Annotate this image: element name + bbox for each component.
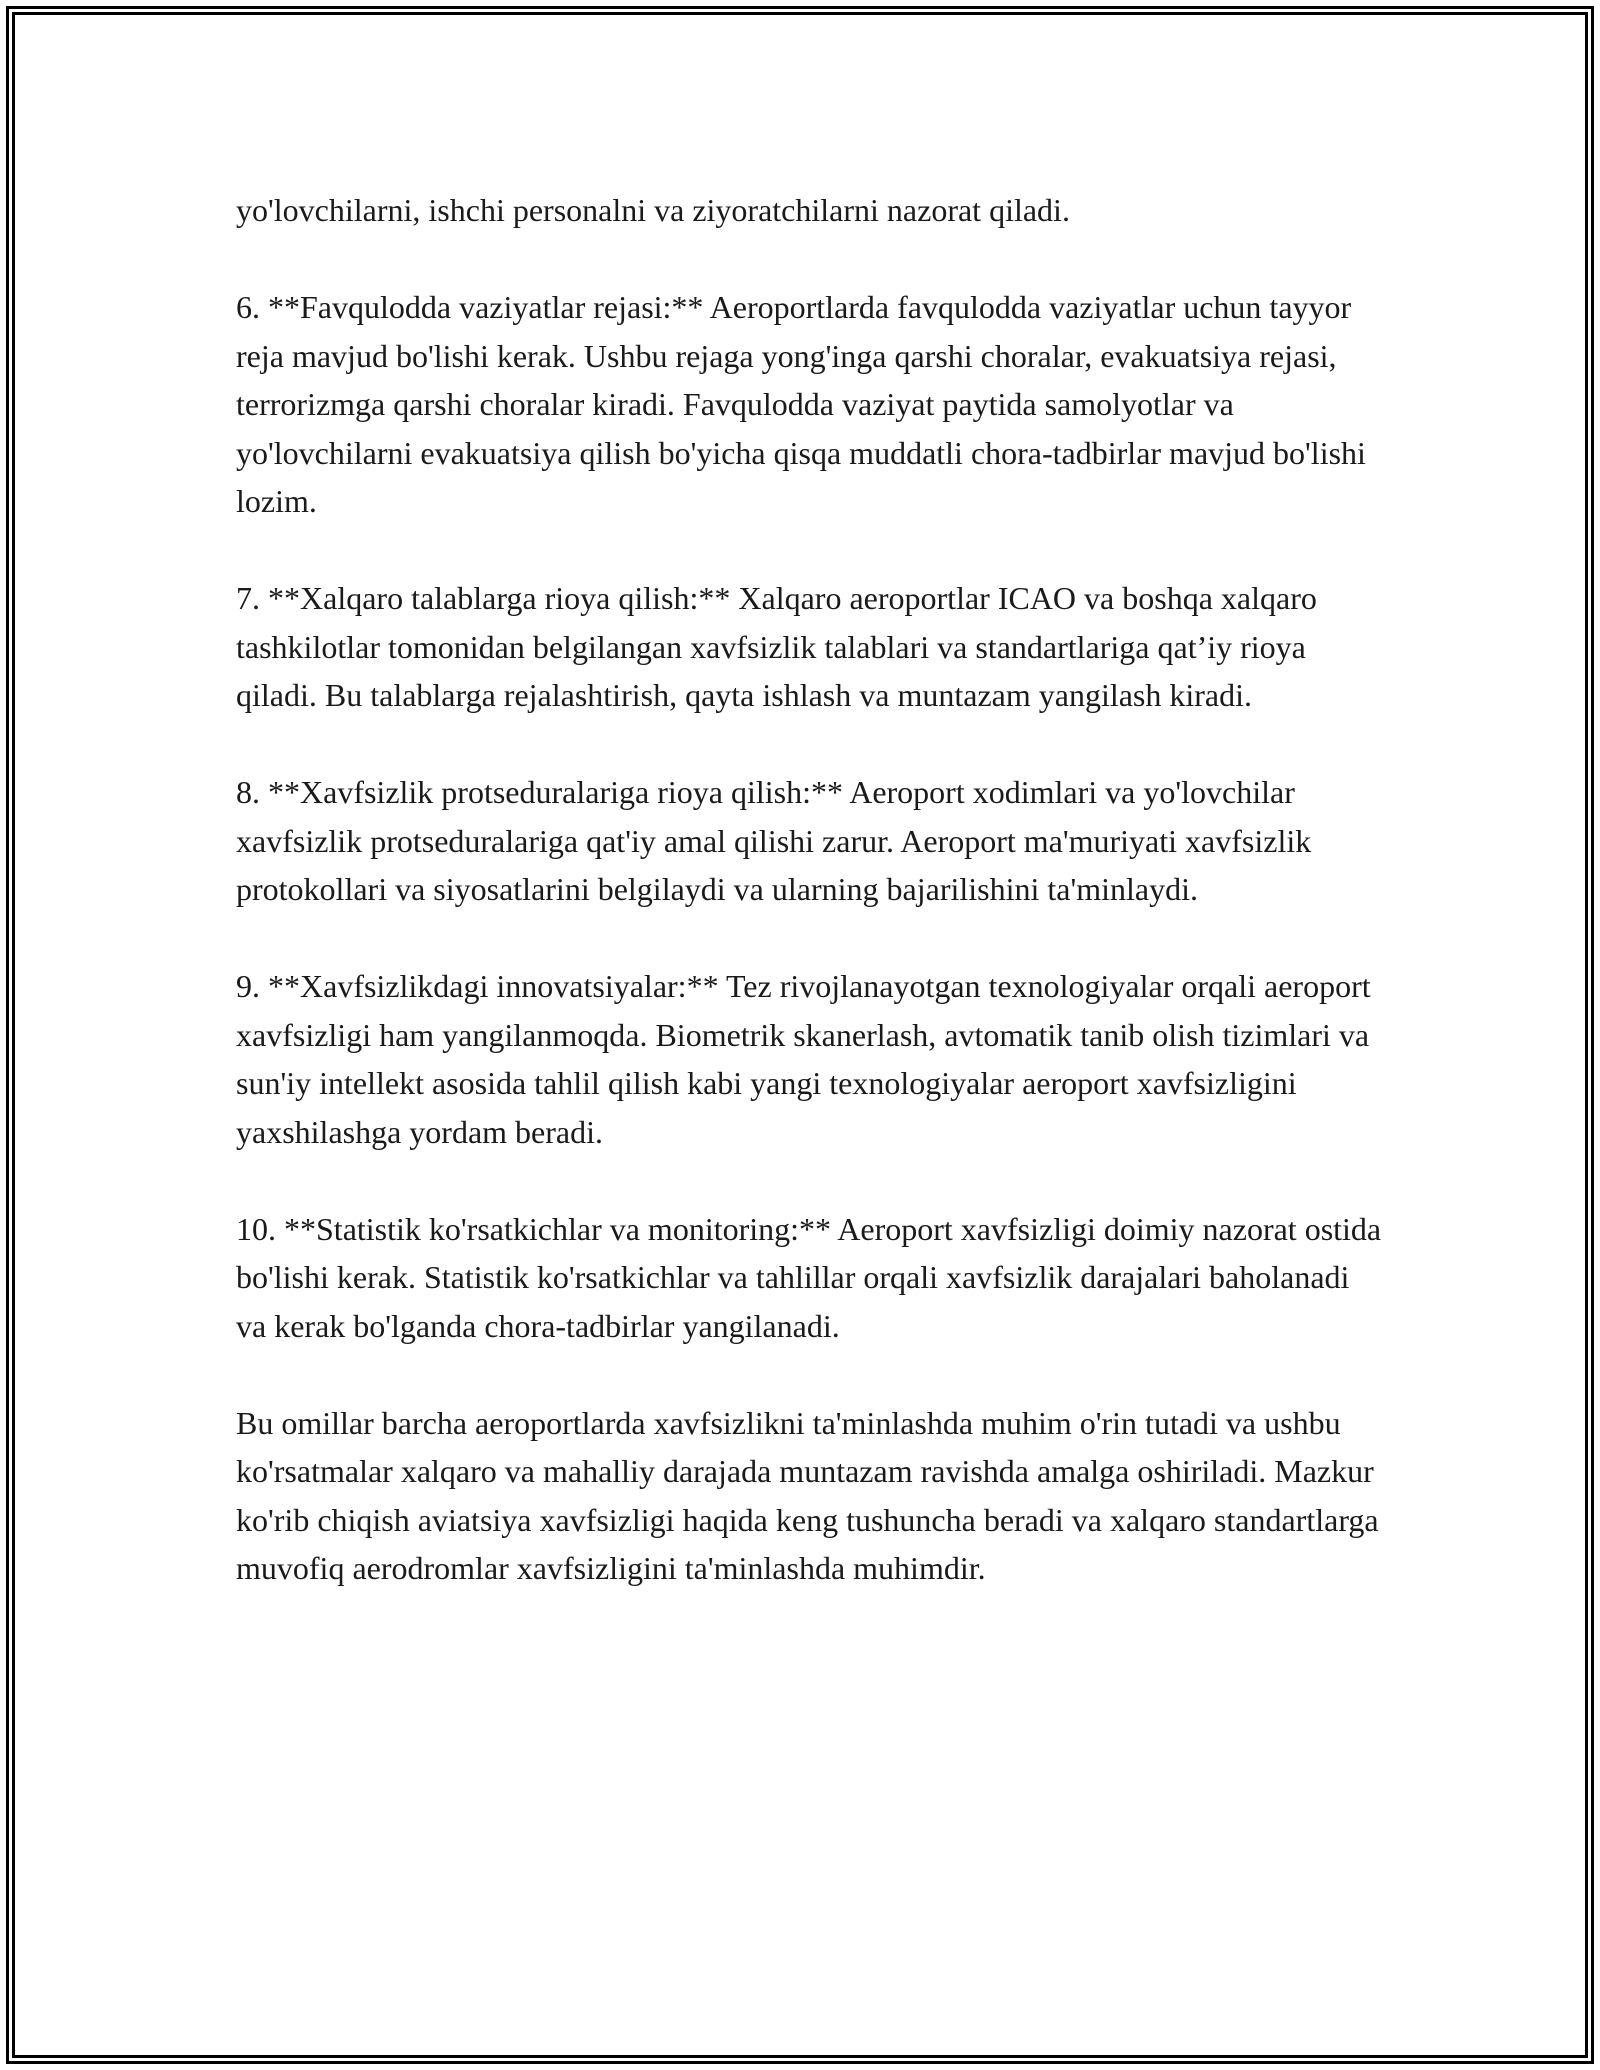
paragraph-item-10: 10. **Statistik ko'rsatkichlar va monitoring:** Aeroport xavfsizligi doimiy nazorat ostida bo'lishi kerak. Statistik ko'rsatkichlar va tahlillar orqali xavfsizlik darajalari baholanadi va kerak bo'lganda chora-tadbirlar yangilanadi. <box>236 1210 1382 1344</box>
paragraph-item-7: 7. **Xalqaro talablarga rioya qilish:** Xalqaro aeroportlar ICAO va boshqa xalqaro tashkilotlar tomonidan belgilangan xavfsizlik talablari va standartlariga qat’iy rioya qiladi. Bu talablarga rejalashtirish, qayta ishlash va muntazam yangilash kiradi. <box>236 580 1317 713</box>
paragraph-conclusion: Bu omillar barcha aeroportlarda xavfsizlikni ta'minlashda muhim o'rin tutadi va ushbu ko'rsatmalar xalqaro va mahalliy darajada muntazam ravishda amalga oshiriladi. Mazkur ko'rib chiqish aviatsiya xavfsizligi haqida keng tushuncha beradi va xalqaro standartlarga muvofiq aerodromlar xavfsizligini ta'minlashda muhimdir. <box>236 1404 1379 1586</box>
paragraph-continuation: yo'lovchilarni, ishchi personalni va ziyoratchilarni nazorat qiladi. <box>236 192 1070 228</box>
paragraph-item-8: 8. **Xavfsizlik protseduralariga rioya qilish:** Aeroport xodimlari va yo'lovchilar xavfsizlik protseduralariga qat'iy amal qilishi zarur. Aeroport ma'muriyati xavfsizlik protokollari va siyosatlarini belgilaydi va ularning bajarilishini ta'minlaydi. <box>236 774 1312 907</box>
paragraph-item-9: 9. **Xavfsizlikdagi innovatsiyalar:** Tez rivojlanayotgan texnologiyalar orqali aeroport xavfsizligi ham yangilanmoqda. Biometrik skanerlash, avtomatik tanib olish tizimlari va sun'iy intellekt asosida tahlil qilish kabi yangi texnologiyalar aeroport xavfsizligini yaxshilashga yordam beradi. <box>236 968 1371 1150</box>
document-body <box>236 186 1386 1641</box>
paragraph-item-6: 6. **Favqulodda vaziyatlar rejasi:** Aeroportlarda favqulodda vaziyatlar uchun tayyor reja mavjud bo'lishi kerak. Ushbu rejaga yong'inga qarshi choralar, evakuatsiya rejasi, terrorizmga qarshi choralar kiradi. Favqulodda vaziyat paytida samolyotlar va yo'lovchilarni evakuatsiya qilish bo'yicha qisqa muddatli chora-tadbirlar mavjud bo'lishi lozim. <box>236 289 1366 519</box>
